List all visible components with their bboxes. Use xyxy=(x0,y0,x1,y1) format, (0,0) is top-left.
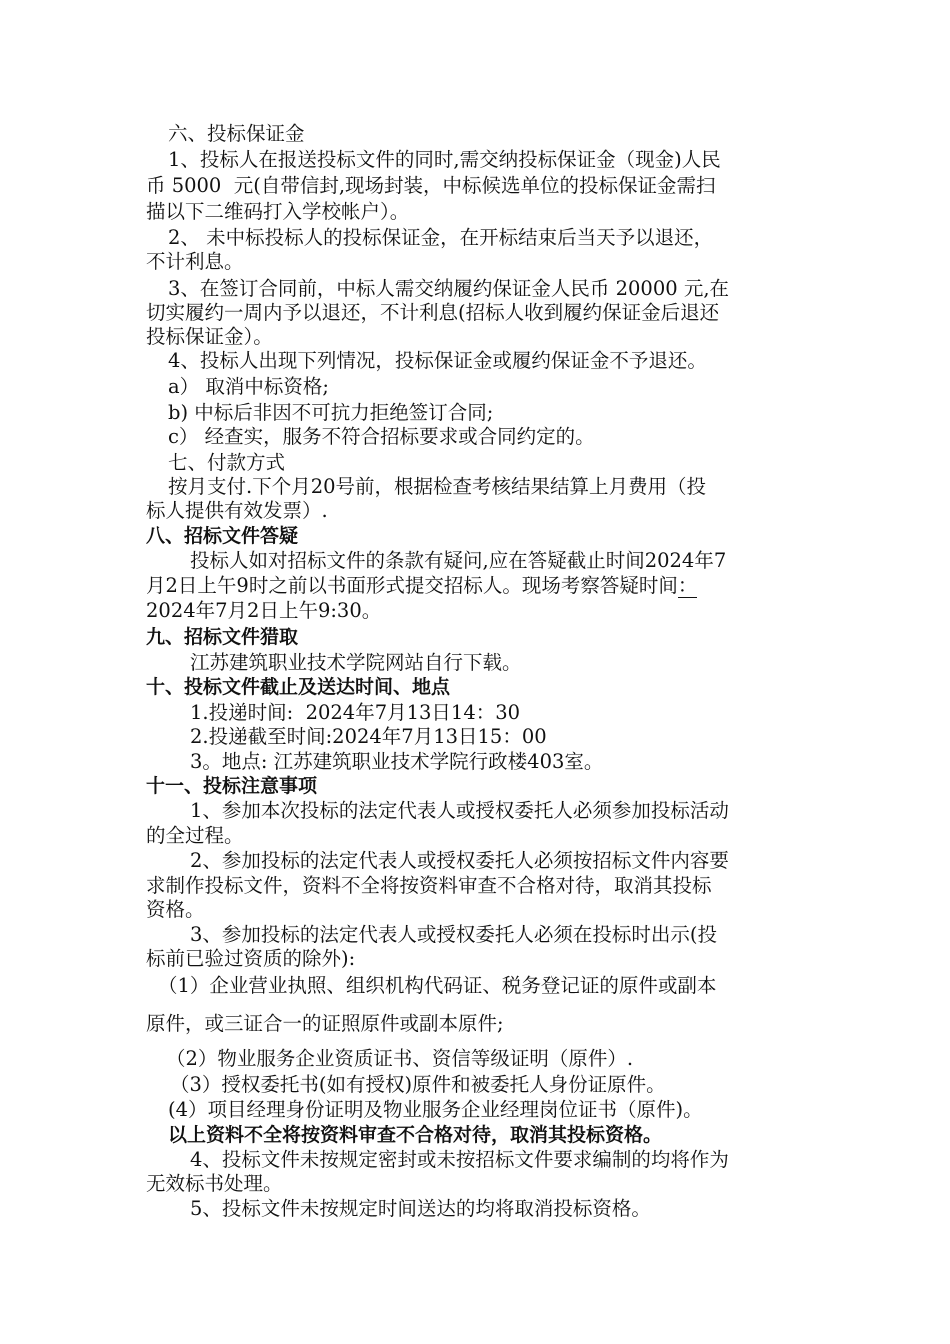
section-8-p-line2 xyxy=(146,573,697,599)
section-11-list-3: （3）授权委托书(如有授权)原件和被委托人身份证原件。 xyxy=(170,1073,666,1096)
section-8-p-line3: 2024年7月2日上午9:30。 xyxy=(146,599,382,622)
section-11-list-1-line2: 原件，或三证合一的证照原件或副本原件; xyxy=(146,1012,504,1035)
section-6-title: 六、投标保证金 xyxy=(168,122,305,145)
section-11-p2-line3: 资格。 xyxy=(146,898,205,921)
section-6-p2-line1: 2、 未中标投标人的投标保证金，在开标结束后当天予以退还， xyxy=(168,226,714,249)
section-6-p1-line1: 1、投标人在报送投标文件的同时,需交纳投标保证金（现金)人民 xyxy=(168,148,721,171)
section-10-item-2: 2.投递截至时间:2024年7月13日15：00 xyxy=(190,725,547,748)
section-11-title: 十一、投标注意事项 xyxy=(146,775,318,797)
section-11-p1-line1: 1、参加本次投标的法定代表人或授权委托人必须参加投标活动 xyxy=(190,799,729,822)
section-6-item-b: b) 中标后非因不可抗力拒绝签订合同; xyxy=(168,401,494,424)
section-6-p3-line1: 3、在签订合同前，中标人需交纳履约保证金人民币 20000 元,在 xyxy=(168,277,730,300)
section-11-p3-line1: 3、参加投标的法定代表人或授权委托人必须在投标时出示(投 xyxy=(190,923,718,946)
section-11-p4-line1: 4、投标文件未按规定密封或未按招标文件要求编制的均将作为 xyxy=(190,1148,729,1171)
section-10-item-1: 1.投递时间: 2024年7月13日14：30 xyxy=(190,701,521,724)
section-8-p-line2-main: 月2日上午9时之前以书面形式提交招标人。现场考察答疑时间 xyxy=(146,574,678,597)
section-9-title: 九、招标文件猎取 xyxy=(146,626,299,648)
section-11-p3-line2: 标前已验过资质的除外): xyxy=(146,947,356,970)
section-10-title: 十、投标文件截止及送达时间、地点 xyxy=(146,676,451,698)
section-11-p2-line2: 求制作投标文件，资料不全将按资料审查不合格对待，取消其投标 xyxy=(146,874,712,897)
section-6-p2-line2: 不计利息。 xyxy=(146,250,244,273)
section-11-list-2: （2）物业服务企业资质证书、资信等级证明（原件）. xyxy=(166,1047,634,1070)
section-7-title: 七、付款方式 xyxy=(168,451,286,474)
section-6-p1-line2: 币 5000 元(自带信封,现场封装，中标候选单位的投标保证金需扫 xyxy=(146,174,716,197)
section-8-p-line1: 投标人如对招标文件的条款有疑问,应在答疑截止时间2024年7 xyxy=(190,549,727,572)
section-6-p4: 4、投标人出现下列情况，投标保证金或履约保证金不予退还。 xyxy=(168,349,707,372)
section-11-p1-line2: 的全过程。 xyxy=(146,824,244,847)
section-11-p4-line2: 无效标书处理。 xyxy=(146,1172,283,1195)
section-7-p-line1: 按月支付.下个月20号前，根据检查考核结果结算上月费用（投 xyxy=(168,475,707,498)
section-10-item-3: 3。地点: 江苏建筑职业技术学院行政楼403室。 xyxy=(190,750,604,773)
section-6-item-a: a） 取消中标资格; xyxy=(168,375,329,398)
section-11-p5: 5、投标文件未按规定时间送达的均将取消投标资格。 xyxy=(190,1197,651,1220)
section-7-p-line2: 标人提供有效发票）. xyxy=(146,499,328,522)
section-6-p1-line3: 描以下二维码打入学校帐户）。 xyxy=(146,200,410,223)
section-11-list-4: (4）项目经理身份证明及物业服务企业经理岗位证书（原件)。 xyxy=(168,1098,703,1121)
section-8-title: 八、招标文件答疑 xyxy=(146,525,299,547)
section-6-p3-line2: 切实履约一周内予以退还，不计利息(招标人收到履约保证金后退还 xyxy=(146,301,720,324)
section-8-p-line2-underlined-colon: ： xyxy=(677,574,698,597)
section-11-list-1-line1: （1）企业营业执照、组织机构代码证、税务登记证的原件或副本 xyxy=(158,974,717,997)
section-11-p2-line1: 2、参加投标的法定代表人或授权委托人必须按招标文件内容要 xyxy=(190,849,729,872)
section-9-p: 江苏建筑职业技术学院网站自行下载。 xyxy=(190,651,522,674)
section-6-item-c: c） 经查实，服务不符合招标要求或合同约定的。 xyxy=(168,425,595,448)
section-6-p3-line3: 投标保证金）。 xyxy=(146,325,273,348)
section-11-bold-note: 以上资料不全将按资料审查不合格对待，取消其投标资格。 xyxy=(168,1124,663,1146)
